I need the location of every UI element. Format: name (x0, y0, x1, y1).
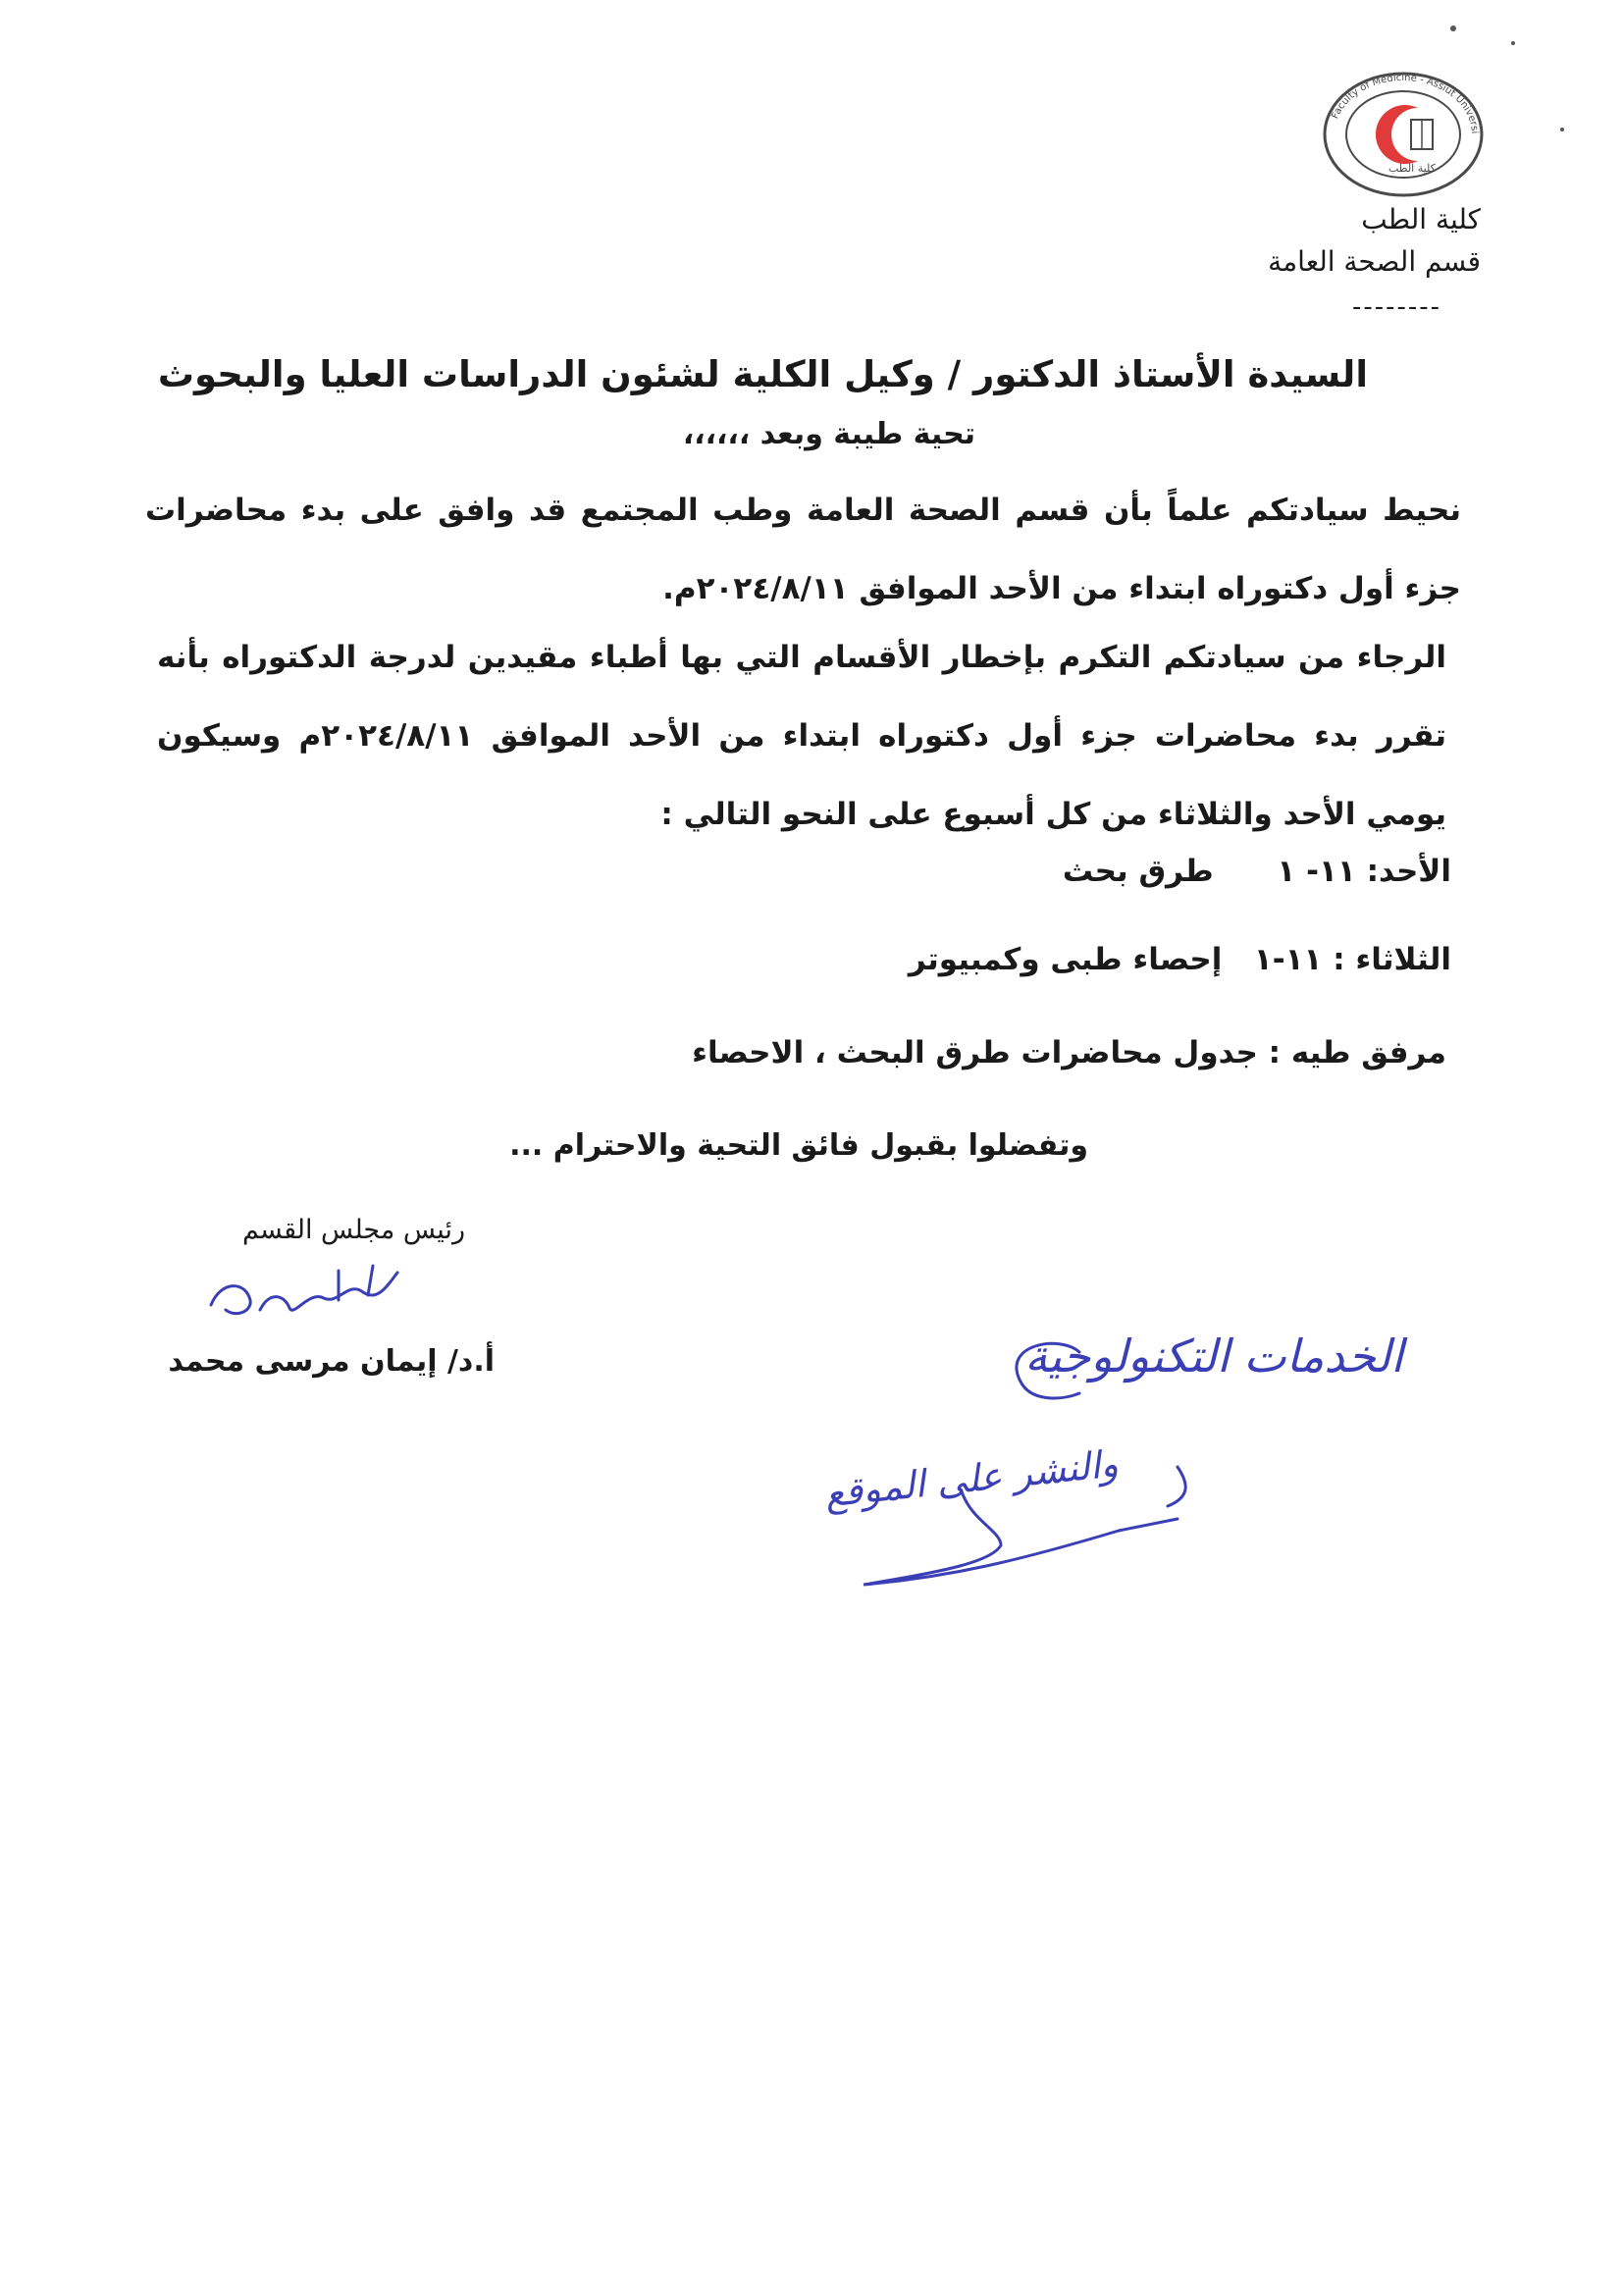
handwritten-note-line-1: الخدمات التكنولوجية (1024, 1330, 1403, 1383)
handwritten-signature-stroke-icon (510, 1295, 1442, 1619)
attachment-line: مرفق طيه : جدول محاضرات طرق البحث ، الاحصاء (692, 1035, 1446, 1070)
closing-line: وتفضلوا بقبول فائق التحية والاحترام ... (509, 1128, 1088, 1163)
schedule-tuesday: الثلاثاء : ١١-١ إحصاء طبى وكمبيوتر (908, 942, 1451, 977)
letter-addressee: السيدة الأستاذ الدكتور / وكيل الكلية لشئون الدراسات العليا والبحوث (157, 353, 1368, 395)
letter-paragraph-2: الرجاء من سيادتكم التكرم بإخطار الأقسام التي بها أطباء مقيدين لدرجة الدكتوراه بأنه تقرر بدء محاضرات جزء أول دكتوراه ابتداء من الأحد الموافق ٢٠٢٤/٨/١١م وسيكون يومي الأحد والثلاثاء من كل أسبوع على النحو التالي : (157, 640, 1446, 832)
faculty-seal-icon (1320, 69, 1487, 201)
logo-center-text: كلية الطب (1388, 162, 1436, 175)
faculty-logo (1320, 69, 1487, 201)
handwritten-note-line-2: والنشر على الموقع (822, 1441, 1121, 1516)
svg-text:Faculty of Medicine - Assiut U (1320, 69, 1480, 134)
handwritten-initials (191, 1251, 417, 1339)
scan-speck (1560, 128, 1564, 131)
department-name: قسم الصحة العامة (1268, 245, 1481, 278)
signatory-title: رئيس مجلس القسم (242, 1215, 465, 1245)
signature-initials-icon (191, 1251, 417, 1339)
letter-paragraph-1: نحيط سيادتكم علماً بأن قسم الصحة العامة وطب المجتمع قد وافق على بدء محاضرات جزء أول دكتوراه ابتداء من الأحد الموافق ٢٠٢٤/٨/١١م. (145, 493, 1461, 606)
faculty-name: كلية الطب (1361, 203, 1481, 235)
handwritten-note (510, 1295, 1442, 1619)
schedule-sunday: الأحد: ١١- ١ طرق بحث (1062, 854, 1451, 889)
header-separator: -------- (1351, 292, 1441, 322)
letter-greeting: تحية طيبة وبعد ،،،،،، (682, 417, 975, 451)
logo-ring-text: Faculty of Medicine - Assiut Universi (1330, 72, 1481, 134)
signatory-name: أ.د/ إيمان مرسى محمد (168, 1344, 495, 1379)
scan-speck (1450, 26, 1456, 31)
scan-speck (1511, 41, 1515, 45)
